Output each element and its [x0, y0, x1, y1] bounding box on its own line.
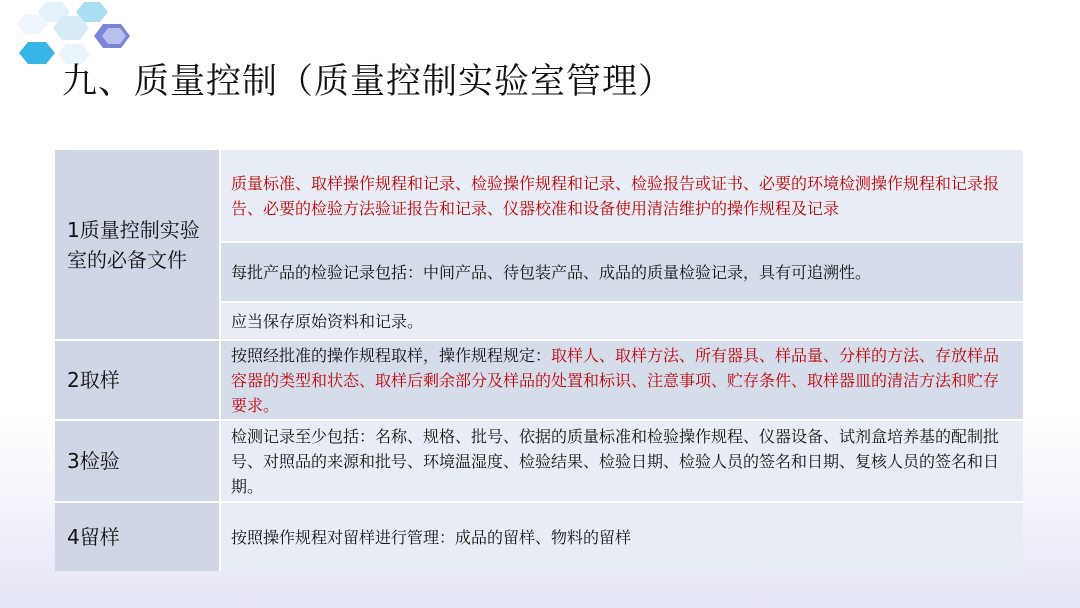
required-documents-text: 质量标准、取样操作规程和记录、检验操作规程和记录、检验报告或证书、必要的环境检测操作规程和记录报告、必要的检验方法验证报告和记录、仪器校准和设备使用清洁维护的操作规程及记录 [231, 173, 1000, 218]
category-cell-retention: 4留样 [55, 503, 221, 571]
sampling-text-prefix: 按照经批准的操作规程取样，操作规程规定： [231, 345, 552, 365]
sampling-text [231, 343, 1009, 418]
category-cell-sampling: 2取样 [55, 341, 221, 421]
category-cell-documents: 1质量控制实验室的必备文件 [55, 150, 221, 341]
quality-control-table [55, 150, 1023, 571]
content-cell [221, 243, 1023, 303]
batch-record-text: 每批产品的检验记录包括：中间产品、待包装产品、成品的质量检验记录，具有可追溯性。 [231, 262, 872, 282]
retention-text: 按照操作规程对留样进行管理：成品的留样、物料的留样 [231, 527, 632, 547]
content-cell [221, 303, 1023, 341]
hexagon-shape [19, 42, 55, 64]
raw-data-text: 应当保存原始资料和记录。 [231, 311, 424, 331]
content-cell [221, 341, 1023, 421]
testing-text: 检测记录至少包括：名称、规格、批号、依据的质量标准和检验操作规程、仪器设备、试剂盒培养基的配制批号、对照品的来源和批号、环境温湿度、检验结果、检验日期、检验人员的签名和日期、复核人员的签名和日期。 [231, 426, 1000, 496]
category-cell-testing: 3检验 [55, 421, 221, 503]
slide-title: 九、质量控制（质量控制实验室管理） [62, 62, 675, 102]
content-cell [221, 150, 1023, 243]
content-cell [221, 503, 1023, 571]
content-cell [221, 421, 1023, 503]
sampling-text-emphasis: 取样人、取样方法、所有器具、样品量、分样的方法、存放样品容器的类型和状态、取样后剩余部分及样品的处置和标识、注意事项、贮存条件、取样器皿的清洁方法和贮存要求。 [231, 345, 1000, 415]
